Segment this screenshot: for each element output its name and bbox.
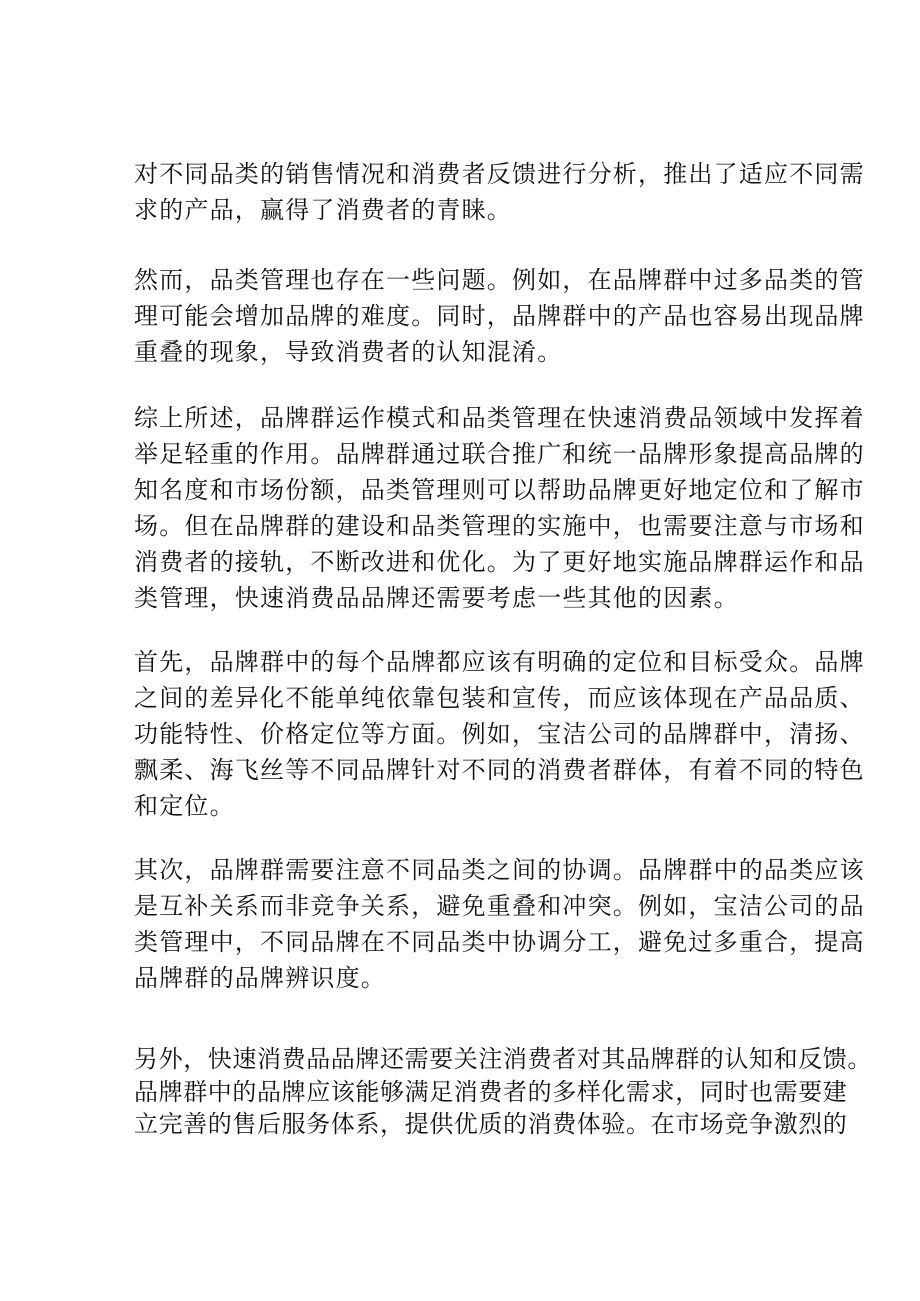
text-line: 功能特性、价格定位等方面。例如，宝洁公司的品牌群中，清扬、: [134, 720, 865, 748]
text-line: 重叠的现象，导致消费者的认知混淆。: [134, 338, 563, 366]
text-line: 类管理，快速消费品品牌还需要考虑一些其他的因素。: [134, 584, 739, 612]
text-line: 对不同品类的销售情况和消费者反馈进行分析，推出了适应不同需: [134, 160, 865, 188]
paragraph-additionally-feedback: [134, 1043, 872, 1141]
paragraph-first-positioning: [134, 644, 865, 824]
text-line: 另外，快速消费品品牌还需要关注消费者对其品牌群的认知和反馈。: [134, 1045, 872, 1073]
text-line: 和定位。: [134, 792, 235, 820]
paragraph-second-coordination: [134, 852, 865, 996]
text-line: 其次，品牌群需要注意不同品类之间的协调。品牌群中的品类应该: [134, 856, 865, 884]
paragraph-category-problems: [134, 262, 865, 370]
text-line: 消费者的接轨，不断改进和优化。为了更好地实施品牌群运作和品: [134, 548, 865, 576]
text-line: 举足轻重的作用。品牌群通过联合推广和统一品牌形象提高品牌的: [134, 440, 865, 468]
text-line: 立完善的售后服务体系，提供优质的消费体验。在市场竞争激烈的: [134, 1110, 848, 1138]
text-line: 知名度和市场份额，品类管理则可以帮助品牌更好地定位和了解市: [134, 476, 865, 504]
text-line: 飘柔、海飞丝等不同品牌针对不同的消费者群体，有着不同的特色: [134, 756, 865, 784]
text-line: 品牌群中的品牌应该能够满足消费者的多样化需求，同时也需要建: [134, 1077, 848, 1106]
text-line: 求的产品，赢得了消费者的青睐。: [134, 196, 512, 224]
paragraph-category-analysis: [134, 156, 865, 228]
paragraph-summary: [134, 400, 865, 616]
text-line: 场。但在品牌群的建设和品类管理的实施中，也需要注意与市场和: [134, 512, 865, 540]
text-line: 理可能会增加品牌的难度。同时，品牌群中的产品也容易出现品牌: [134, 302, 865, 330]
text-line: 综上所述，品牌群运作模式和品类管理在快速消费品领域中发挥着: [134, 404, 865, 432]
text-line: 类管理中，不同品牌在不同品类中协调分工，避免过多重合，提高: [134, 928, 865, 956]
text-line: 是互补关系而非竞争关系，避免重叠和冲突。例如，宝洁公司的品: [134, 892, 865, 920]
text-line: 之间的差异化不能单纯依靠包装和宣传，而应该体现在产品品质、: [134, 684, 865, 712]
text-line: 品牌群的品牌辨识度。: [134, 964, 386, 992]
text-line: 然而，品类管理也存在一些问题。例如，在品牌群中过多品类的管: [134, 266, 865, 294]
text-line: 首先，品牌群中的每个品牌都应该有明确的定位和目标受众。品牌: [134, 648, 865, 676]
